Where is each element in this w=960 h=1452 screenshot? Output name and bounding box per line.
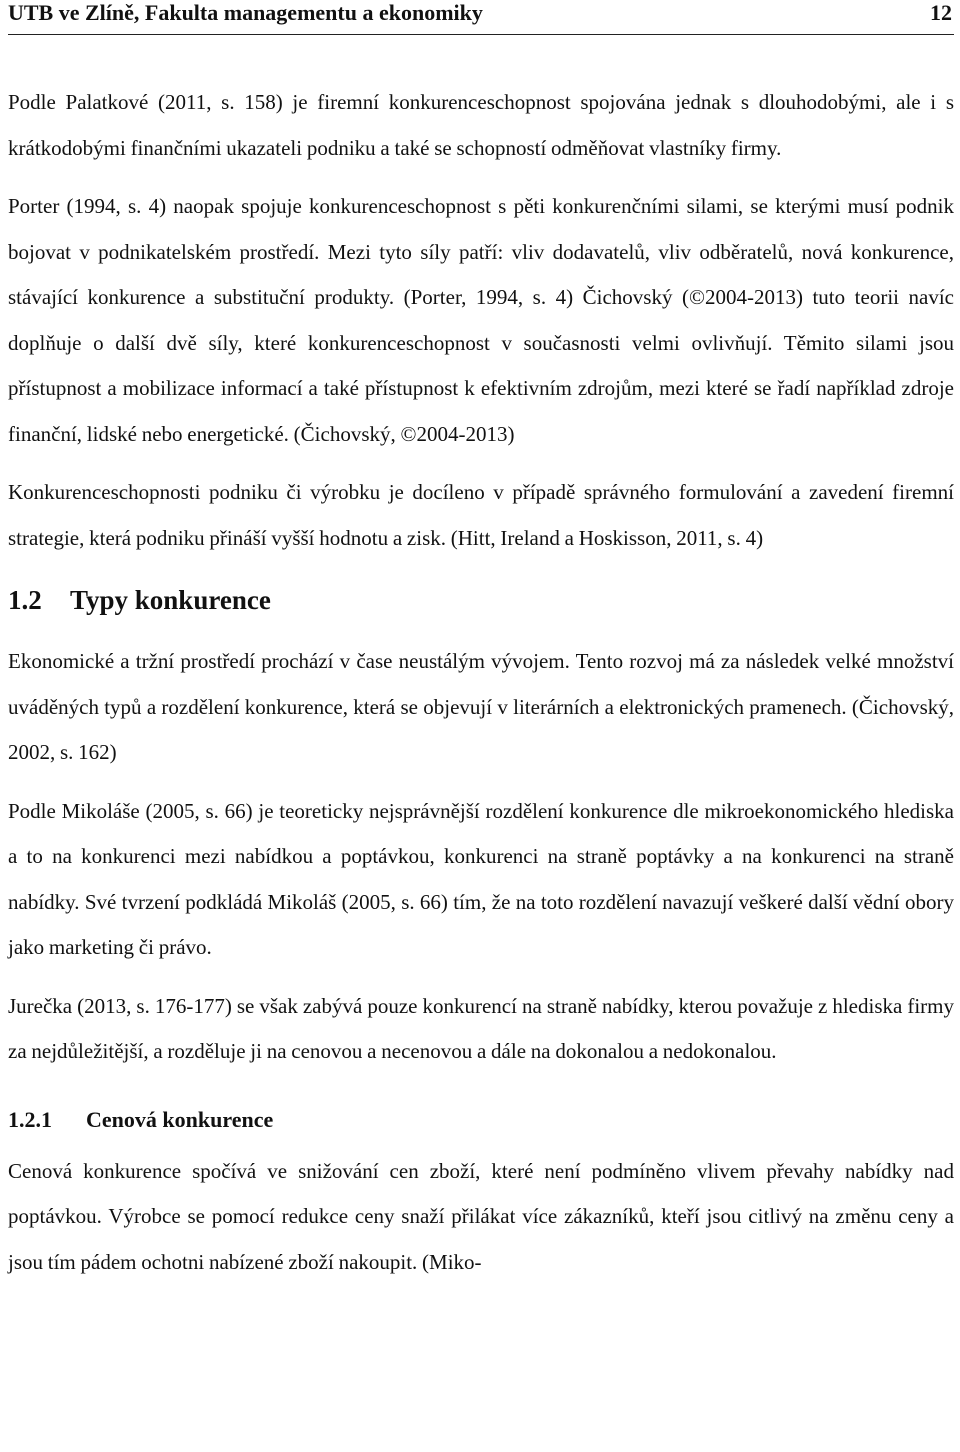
subsection-number: 1.2.1 xyxy=(8,1106,52,1132)
page-number: 12 xyxy=(930,0,952,25)
header-title: UTB ve Zlíně, Fakulta managementu a ekonomiky xyxy=(8,0,483,25)
paragraph-palatkova: Podle Palatkové (2011, s. 158) je firemní konkurenceschopnost spojována jednak s dlouhodobými, ale i s krátkodobými finančními ukazateli podniku a také se schopností odměňovat vlastníky firmy. xyxy=(8,90,954,160)
paragraph-mikolas: Podle Mikoláše (2005, s. 66) je teoreticky nejsprávnější rozdělení konkurence dle mikroekonomického hlediska a to na konkurenci mezi nabídkou a poptávkou, konkurenci na straně poptávky a na konkurenci na straně nabídky. Své tvrzení podkládá Mikoláš (2005, s. 66) tím, že na toto rozdělení navazují veškeré další vědní obory jako marketing či právo. xyxy=(8,798,954,959)
paragraph-hitt: Konkurenceschopnosti podniku či výrobku je docíleno v případě správného formulování a zavedení firemní strategie, která podniku přináší vyšší hodnotu a zisk. (Hitt, Ireland a Hoskisson, 2011, s. 4) xyxy=(8,480,954,550)
section-number: 1.2 xyxy=(8,585,42,615)
paragraph-cenova: Cenová konkurence spočívá ve snižování cen zboží, které není podmíněno vlivem převahy nabídky nad poptávkou. Výrobce se pomocí redukce ceny snaží přilákat více zákazníků, kteří jsou citlivý na změnu ceny a jsou tím pádem ochotni nabízené zboží nakoupit. (Miko- xyxy=(8,1158,954,1274)
section-title: Typy konkurence xyxy=(70,585,271,615)
subsection-title: Cenová konkurence xyxy=(86,1106,274,1132)
paragraph-ekonomicke: Ekonomické a tržní prostředí prochází v čase neustálým vývojem. Tento rozvoj má za následek velké množství uváděných typů a rozdělení konkurence, která se objevují v literárních a elektronických pramenech. (Čichovský, 2002, s. 162) xyxy=(8,649,954,764)
paragraph-jurecka: Jurečka (2013, s. 176-177) se však zabývá pouze konkurencí na straně nabídky, kterou považuje z hlediska firmy za nejdůležitější, a rozděluje ji na cenovou a necenovou a dále na dokonalou a nedokonalou. xyxy=(8,993,954,1063)
running-header xyxy=(8,0,954,35)
subsection-heading-cenova-konkurence xyxy=(8,1105,954,1135)
paragraph-porter: Porter (1994, s. 4) naopak spojuje konkurenceschopnost s pěti konkurenčními silami, se kterými musí podnik bojovat v podnikatelském prostředí. Mezi tyto síly patří: vliv dodavatelů, vliv odběratelů, nová konkurence, stávající konkurence a substituční produkty. (Porter, 1994, s. 4) Čichovský (©2004-2013) tuto teorii navíc doplňuje o další dvě síly, které konkurenceschopnost v současnosti velmi ovlivňují. Těmito silami jsou přístupnost a mobilizace informací a také přístupnost k efektivním zdrojům, mezi které se řadí například zdroje finanční, lidské nebo energetické. (Čichovský, ©2004-2013) xyxy=(8,194,954,446)
section-heading-typy-konkurence xyxy=(8,583,954,617)
document-body xyxy=(8,80,954,1285)
